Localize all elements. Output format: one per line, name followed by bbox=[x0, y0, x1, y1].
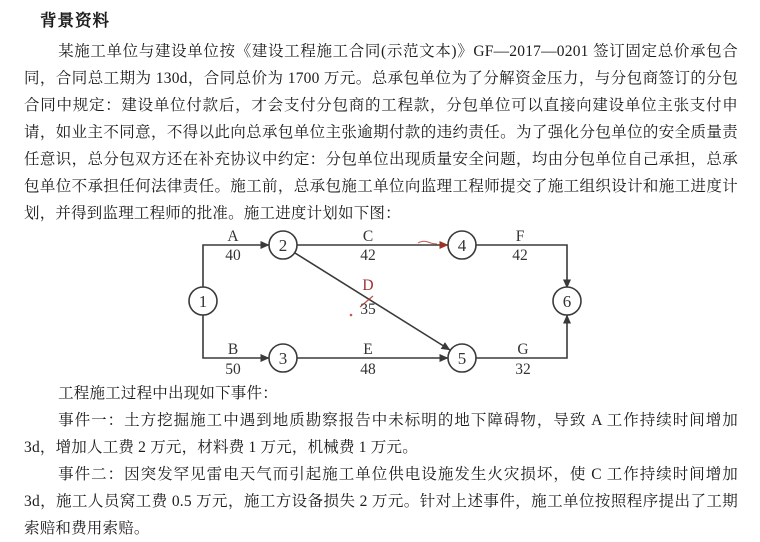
node-1-number: 1 bbox=[198, 292, 208, 311]
paragraph-background: 某施工单位与建设单位按《建设工程施工合同(示范文本)》GF—2017—0201 签订固定总价承包合同，合同总工期为 130d，合同总价为 1700 万元。总承包单位为了分解资金压力，与分包商签订的分包合同中规定：建设单位付款后，才会支付分包商的工程款，分包单位可以直接向建设单位主张支付申请，如业主不同意，不得以此向总承包单位主张逾期付款的违约责任。为了强化分包单位的安全质量责任意识，总分包双方还在补充协议中约定：分包单位出现质量安全问题，均由分包单位自己承担，总承包单位不承担任何法律责任。施工前，总承包施工单位向监理工程师提交了施工组织设计和施工进度计划，并得到监理工程师的批准。施工进度计划如下图： bbox=[24, 43, 738, 222]
activity-G-duration: 32 bbox=[515, 361, 531, 378]
activity-F-duration: 42 bbox=[512, 247, 528, 264]
activity-A-label: A bbox=[227, 229, 239, 245]
activity-E-label: E bbox=[363, 341, 373, 358]
activity-F-label: F bbox=[515, 229, 525, 245]
paragraph-event-1: 事件一：土方挖掘施工中遇到地质勘察报告中未标明的地下障碍物，导致 A 工作持续时间增加 3d，增加人工费 2 万元，材料费 1 万元，机械费 1 万元。 bbox=[24, 412, 738, 456]
node-4-number: 4 bbox=[457, 236, 467, 255]
node-3 bbox=[269, 344, 297, 372]
network-diagram bbox=[180, 229, 600, 379]
activity-B-duration: 50 bbox=[225, 361, 241, 378]
activity-B-label: B bbox=[227, 341, 239, 358]
activity-C-duration: 42 bbox=[360, 247, 376, 264]
activity-D-duration: 35 bbox=[360, 301, 376, 318]
node-2-number: 2 bbox=[278, 236, 288, 255]
section-title: 背景资料 bbox=[40, 11, 110, 30]
red-dot-near-duration-d bbox=[350, 314, 353, 317]
red-scribble-near-node-4 bbox=[418, 241, 437, 244]
activity-G-label: G bbox=[517, 341, 529, 358]
node-6-number: 6 bbox=[562, 292, 572, 311]
paragraph-event-2: 事件二：因突发罕见雷电天气而引起施工单位供电设施发生火灾损坏，使 C 工作持续时间增加 3d，施工人员窝工费 0.5 万元，施工方设备损失 2 万元。针对上述事件，施工单位按照程序提出了工期索赔和费用索赔。 bbox=[24, 466, 738, 537]
node-2 bbox=[269, 231, 297, 259]
node-1 bbox=[189, 287, 217, 315]
network-diagram-svg bbox=[180, 229, 600, 379]
activity-A-duration: 40 bbox=[225, 247, 241, 264]
node-5 bbox=[448, 344, 476, 372]
activity-D-label: D bbox=[362, 277, 374, 294]
node-3-number: 3 bbox=[278, 349, 288, 368]
node-6 bbox=[553, 287, 581, 315]
node-4 bbox=[448, 231, 476, 259]
node-5-number: 5 bbox=[457, 349, 467, 368]
activity-E-duration: 48 bbox=[360, 361, 376, 378]
activity-C-label: C bbox=[362, 229, 374, 245]
paragraph-events-intro: 工程施工过程中出现如下事件： bbox=[58, 385, 278, 402]
